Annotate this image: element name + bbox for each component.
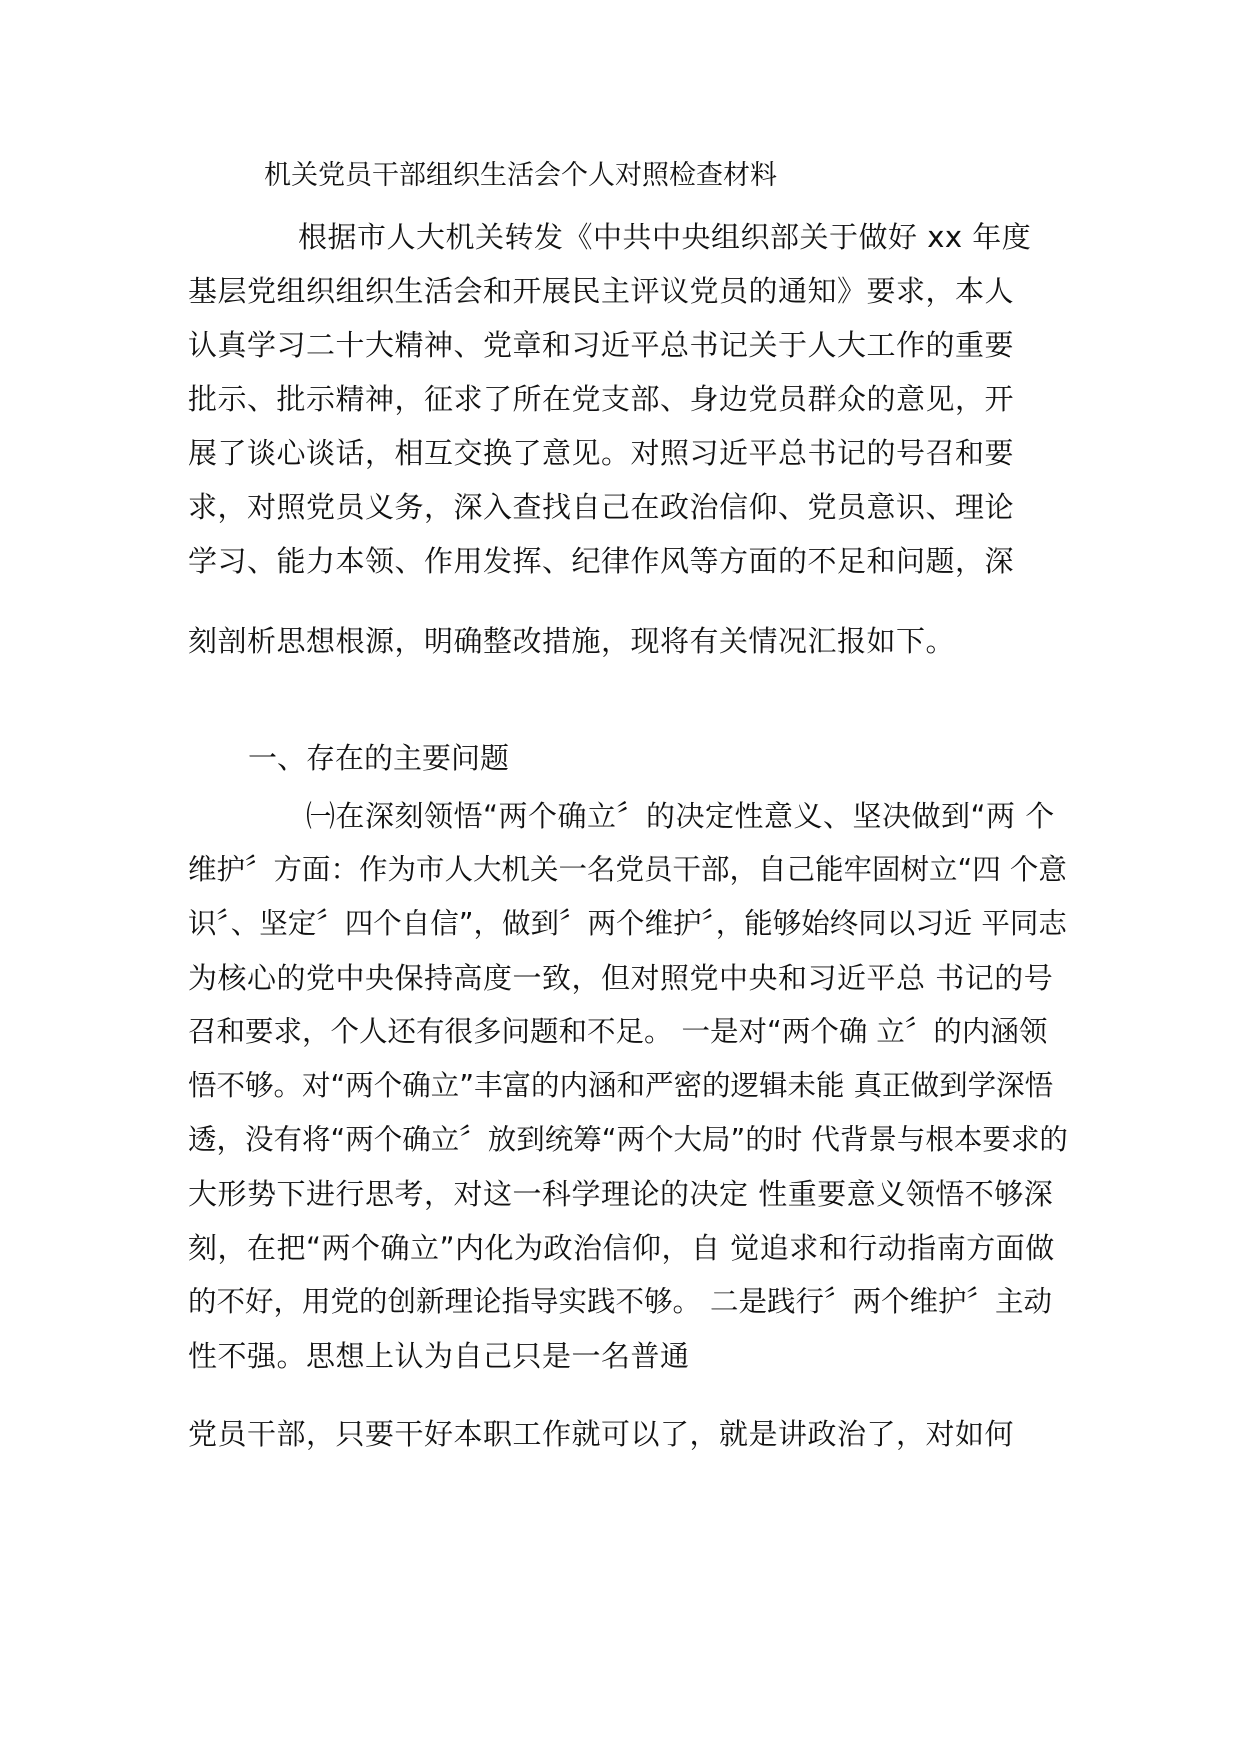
paragraph-line: 刻，在把“两个确立”内化为政治信仰，自 觉追求和行动指南方面做 <box>188 1231 1055 1265</box>
paragraph-line: 的不好，用党的创新理论指导实践不够。 二是践行〞两个维护〞主动 <box>188 1285 1053 1318</box>
paragraph-line: 根据市人大机关转发《中共中央组织部关于做好 xx 年度 <box>298 220 1032 254</box>
paragraph-line: 透，没有将“两个确立〞放到统筹“两个大局”的时 代背景与根本要求的 <box>188 1123 1068 1156</box>
paragraph-line: 识〞、坚定〞四个自信”，做到〞两个维护〞，能够始终同以习近 平同志 <box>188 907 1067 940</box>
paragraph-line: 性不强。思想上认为自己只是一名普通 <box>188 1339 690 1373</box>
paragraph-line: 基层党组织组织生活会和开展民主评议党员的通知》要求，本人 <box>188 274 1015 308</box>
paragraph-line: 求，对照党员义务，深入查找自己在政治信仰、党员意识、理论 <box>188 490 1015 524</box>
paragraph-line: 悟不够。对“两个确立”丰富的内涵和严密的逻辑未能 真正做到学深悟 <box>188 1069 1054 1102</box>
section-heading: 一、存在的主要问题 <box>248 741 510 775</box>
paragraph-line: 刻剖析思想根源，明确整改措施，现将有关情况汇报如下。 <box>188 624 956 658</box>
document-title: 机关党员干部组织生活会个人对照检查材料 <box>264 160 777 191</box>
paragraph-line: 学习、能力本领、作用发挥、纪律作风等方面的不足和问题，深 <box>188 544 1015 578</box>
paragraph-line: 大形势下进行思考，对这一科学理论的决定 性重要意义领悟不够深 <box>188 1177 1054 1211</box>
paragraph-line: 为核心的党中央保持高度一致，但对照党中央和习近平总 书记的号 <box>188 961 1054 995</box>
paragraph-line: 展了谈心谈话，相互交换了意见。对照习近平总书记的号召和要 <box>188 436 1015 470</box>
paragraph-line: 认真学习二十大精神、党章和习近平总书记关于人大工作的重要 <box>188 328 1015 362</box>
paragraph-line: 党员干部，只要干好本职工作就可以了，就是讲政治了，对如何 <box>188 1417 1015 1451</box>
paragraph-line: 维护〞方面：作为市人大机关一名党员干部，自己能牢固树立“四 个意 <box>188 853 1067 886</box>
paragraph-line: 批示、批示精神，征求了所在党支部、身边党员群众的意见，开 <box>188 382 1015 416</box>
paragraph-line: 召和要求，个人还有很多问题和不足。 一是对“两个确 立〞的内涵领 <box>188 1015 1048 1048</box>
paragraph-line: ㈠在深刻领悟“两个确立〞的决定性意义、坚决做到“两 个 <box>306 799 1055 833</box>
